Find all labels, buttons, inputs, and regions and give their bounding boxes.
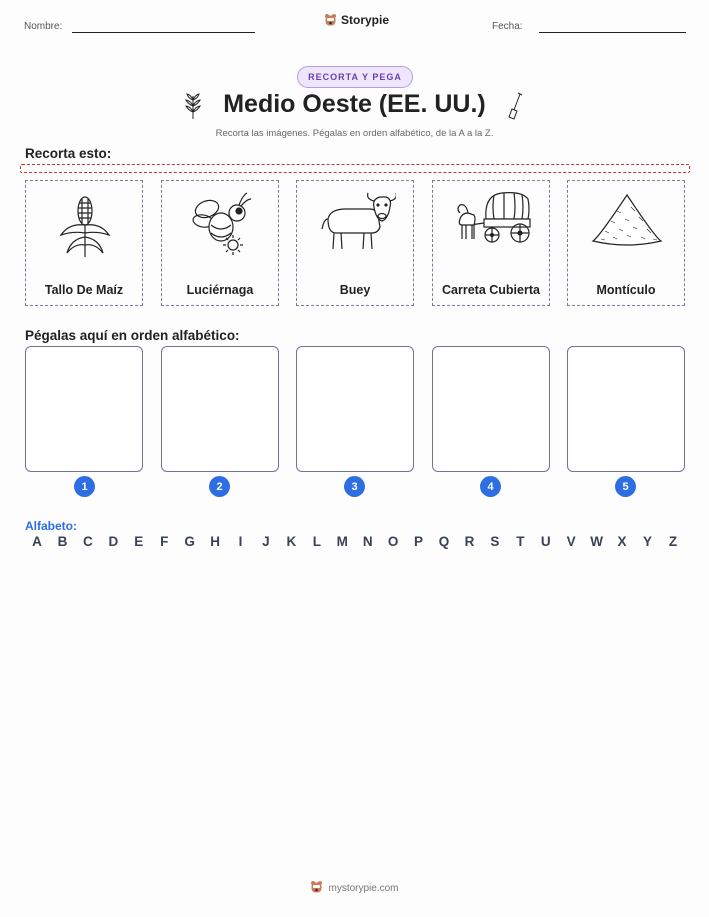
date-line[interactable] bbox=[539, 32, 686, 33]
cut-card-ox[interactable] bbox=[296, 180, 414, 306]
firefly-icon bbox=[181, 189, 261, 259]
alphabet-letter: R bbox=[464, 534, 475, 549]
name-line[interactable] bbox=[72, 32, 255, 33]
cut-heading: Recorta esto: bbox=[25, 146, 112, 161]
card-label: Luciérnaga bbox=[186, 283, 254, 297]
alphabet-letter: E bbox=[134, 534, 144, 549]
alphabet-row bbox=[25, 534, 685, 549]
alphabet-letter: O bbox=[387, 534, 399, 549]
paste-slot-4[interactable] bbox=[432, 346, 550, 472]
brand-logo bbox=[324, 13, 389, 27]
card-label: Tallo De Maíz bbox=[44, 283, 124, 297]
alphabet-letter: X bbox=[617, 534, 627, 549]
date-label: Fecha: bbox=[492, 21, 523, 32]
instructions: Recorta las imágenes. Pégalas en orden alfabético, de la A a la Z. bbox=[215, 128, 494, 139]
bear-icon bbox=[310, 880, 323, 897]
alphabet-letter: Q bbox=[438, 534, 450, 549]
alphabet-letter: Y bbox=[642, 534, 652, 549]
paste-slot-2[interactable] bbox=[161, 346, 279, 472]
slot-number-badge: 1 bbox=[74, 476, 95, 497]
corn-stalk-icon bbox=[45, 189, 125, 259]
activity-badge: RECORTA Y PEGA bbox=[297, 66, 413, 88]
alphabet-letter: T bbox=[516, 534, 525, 549]
slot-number-badge: 4 bbox=[480, 476, 501, 497]
alphabet-letter: A bbox=[32, 534, 42, 549]
alphabet-letter: S bbox=[490, 534, 500, 549]
cut-card-covered-wagon[interactable] bbox=[432, 180, 550, 306]
alphabet-letter: F bbox=[160, 534, 169, 549]
brand-name: Storypie bbox=[341, 13, 390, 27]
footer-url[interactable]: mystorypie.com bbox=[328, 883, 399, 894]
cut-card-mound[interactable] bbox=[567, 180, 685, 306]
cut-line bbox=[20, 164, 690, 173]
alphabet-label: Alfabeto: bbox=[25, 519, 77, 533]
page-title: Medio Oeste (EE. UU.) bbox=[223, 90, 486, 118]
alphabet-letter: N bbox=[362, 534, 373, 549]
alphabet-letter: H bbox=[210, 534, 220, 549]
alphabet-letter: G bbox=[184, 534, 195, 549]
cut-card-corn-stalk[interactable] bbox=[25, 180, 143, 306]
alphabet-letter: D bbox=[108, 534, 119, 549]
ox-icon bbox=[316, 189, 396, 259]
paste-slot-3[interactable] bbox=[296, 346, 414, 472]
paste-heading: Pégalas aquí en orden alfabético: bbox=[25, 328, 240, 343]
covered-wagon-icon bbox=[452, 189, 532, 259]
paste-slot-5[interactable] bbox=[567, 346, 685, 472]
slot-number-badge: 2 bbox=[209, 476, 230, 497]
slot-number-badge: 5 bbox=[615, 476, 636, 497]
card-label: Carreta Cubierta bbox=[442, 283, 540, 297]
alphabet-letter: Z bbox=[668, 534, 678, 549]
alphabet-letter: J bbox=[262, 534, 270, 549]
alphabet-letter: I bbox=[238, 534, 243, 549]
paste-slot-1[interactable] bbox=[25, 346, 143, 472]
alphabet-letter: K bbox=[286, 534, 297, 549]
name-label: Nombre: bbox=[24, 21, 63, 32]
alphabet-letter: B bbox=[57, 534, 68, 549]
alphabet-letter: V bbox=[566, 534, 576, 549]
alphabet-letter: U bbox=[540, 534, 551, 549]
bear-icon bbox=[324, 13, 337, 27]
alphabet-letter: L bbox=[312, 534, 321, 549]
alphabet-letter: W bbox=[590, 534, 603, 549]
cut-card-firefly[interactable] bbox=[161, 180, 279, 306]
footer bbox=[0, 880, 709, 897]
card-label: Montículo bbox=[596, 283, 656, 297]
alphabet-letter: C bbox=[83, 534, 93, 549]
alphabet-letter: P bbox=[414, 534, 424, 549]
mound-icon bbox=[587, 189, 667, 259]
card-label: Buey bbox=[339, 283, 371, 297]
shovel-icon bbox=[505, 92, 525, 127]
slot-number-badge: 3 bbox=[344, 476, 365, 497]
alphabet-letter: M bbox=[336, 534, 348, 549]
